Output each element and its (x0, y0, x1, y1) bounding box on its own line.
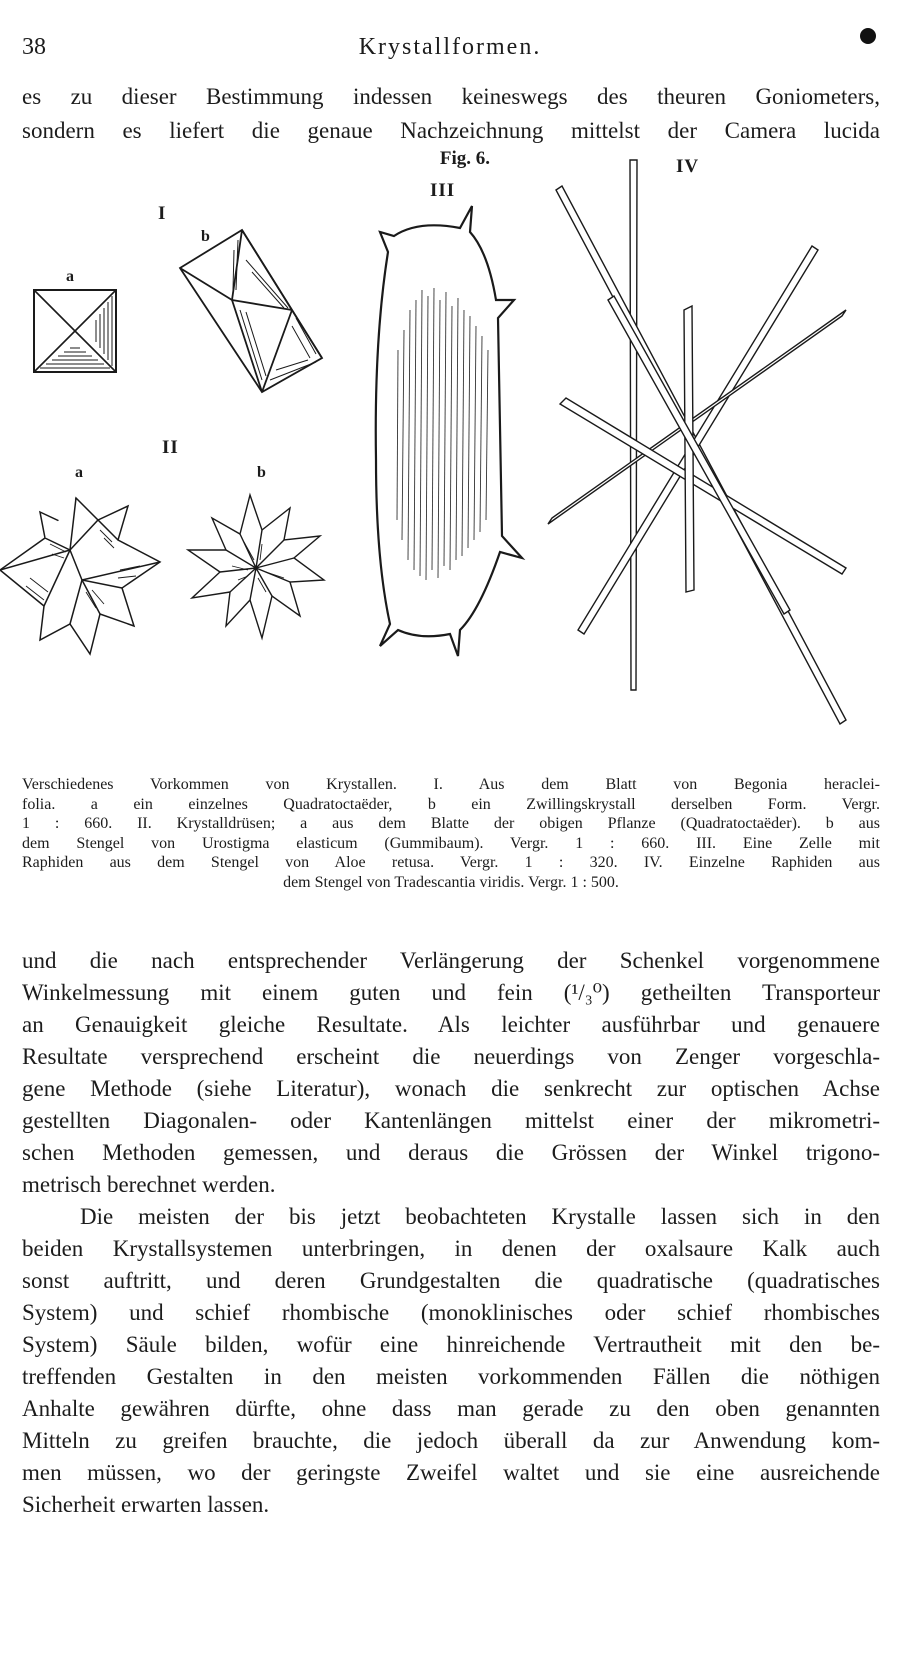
group-label-III: III (430, 180, 456, 201)
text-line: Anhalte gewähren dürfte, ohne dass man gerade zu den oben genannten (22, 1396, 880, 1421)
text-line: Mitteln zu greifen brauchte, die jedoch überall da zur Anwendung kom- (22, 1428, 880, 1453)
top-paragraph (22, 80, 880, 148)
caption-line: dem Stengel von Tradescantia viridis. Vergr. 1 : 500. (283, 873, 619, 891)
text-line: sondern es liefert die genaue Nachzeichnung mittelst der Camera lucida (22, 118, 880, 143)
caption-line: Verschiedenes Vorkommen von Krystallen. I. Aus dem Blatt von Begonia heraclei- (22, 776, 880, 793)
ink-spot (860, 28, 876, 44)
text-line: und die nach entsprechender Verlängerung der Schenkel vorgenommene (22, 948, 880, 973)
group-label-I: I (158, 203, 167, 224)
crystal-druse-IIa (0, 498, 160, 654)
page-header (22, 34, 878, 64)
text-line: men müssen, wo der geringste Zweifel waltet und sie eine ausreichende (22, 1460, 880, 1485)
twin-crystal-Ib (180, 230, 322, 392)
text-line: Winkelmessung mit einem guten und fein (¹/₃⁰) getheilten Transporteur (22, 980, 880, 1005)
cell-with-raphides-III (376, 206, 522, 656)
text-line: sonst auftritt, und deren Grundgestalten die quadratische (quadratisches (22, 1268, 880, 1293)
text-line: es zu dieser Bestimmung indessen keineswegs des theuren Goniometers, (22, 84, 880, 109)
body-text (22, 945, 880, 1521)
raphides-IV (548, 160, 846, 724)
figure-label: Fig. 6. (439, 148, 491, 169)
text-line: beiden Krystallsystemen unterbringen, in denen der oxalsaure Kalk auch (22, 1236, 880, 1261)
text-line: treffenden Gestalten in den meisten vorkommenden Fällen die nöthigen (22, 1364, 880, 1389)
octahedron-Ia (34, 290, 116, 372)
page-number: 38 (22, 34, 46, 60)
text-line: schen Methoden gemessen, und deraus die Grössen der Winkel trigono- (22, 1140, 880, 1165)
crystal-figure (0, 140, 900, 780)
label-Ia: a (66, 268, 74, 285)
label-Ib: b (201, 228, 210, 245)
text-line: metrisch berechnet werden. (22, 1172, 276, 1197)
caption-line: Raphiden aus dem Stengel von Aloe retusa. Vergr. 1 : 320. IV. Einzelne Raphiden aus (22, 854, 880, 871)
figure-caption (22, 775, 880, 892)
label-IIb: b (257, 464, 266, 481)
text-line: Resultate versprechend erscheint die neuerdings von Zenger vorgeschla- (22, 1044, 880, 1069)
caption-line: 1 : 660. II. Krystalldrüsen; a aus dem Blatte der obigen Pflanze (Quadratoctaëder). b aus (22, 815, 880, 832)
crystal-druse-IIb (188, 495, 324, 638)
text-line: System) und schief rhombische (monoklinisches oder schief rhombisches (22, 1300, 880, 1325)
label-IIa: a (75, 464, 83, 481)
running-title: Krystallformen. (358, 34, 542, 60)
text-line: an Genauigkeit gleiche Resultate. Als leichter ausführbar und genauere (22, 1012, 880, 1037)
text-line: Die meisten der bis jetzt beobachteten Krystalle lassen sich in den (80, 1204, 880, 1229)
group-label-IV: IV (676, 156, 700, 177)
text-line: gestellten Diagonalen- oder Kantenlängen mittelst einer der mikrometri- (22, 1108, 880, 1133)
text-line: Sicherheit erwarten lassen. (22, 1492, 270, 1517)
text-line: System) Säule bilden, wofür eine hinreichende Vertrautheit mit den be- (22, 1332, 880, 1357)
group-label-II: II (162, 437, 179, 458)
text-line: gene Methode (siehe Literatur), wonach die senkrecht zur optischen Achse (22, 1076, 880, 1101)
caption-line: dem Stengel von Urostigma elasticum (Gummibaum). Vergr. 1 : 660. III. Eine Zelle mit (22, 834, 880, 852)
caption-line: folia. a ein einzelnes Quadratoctaëder, b ein Zwillingskrystall derselben Form. Vergr. (22, 795, 880, 813)
